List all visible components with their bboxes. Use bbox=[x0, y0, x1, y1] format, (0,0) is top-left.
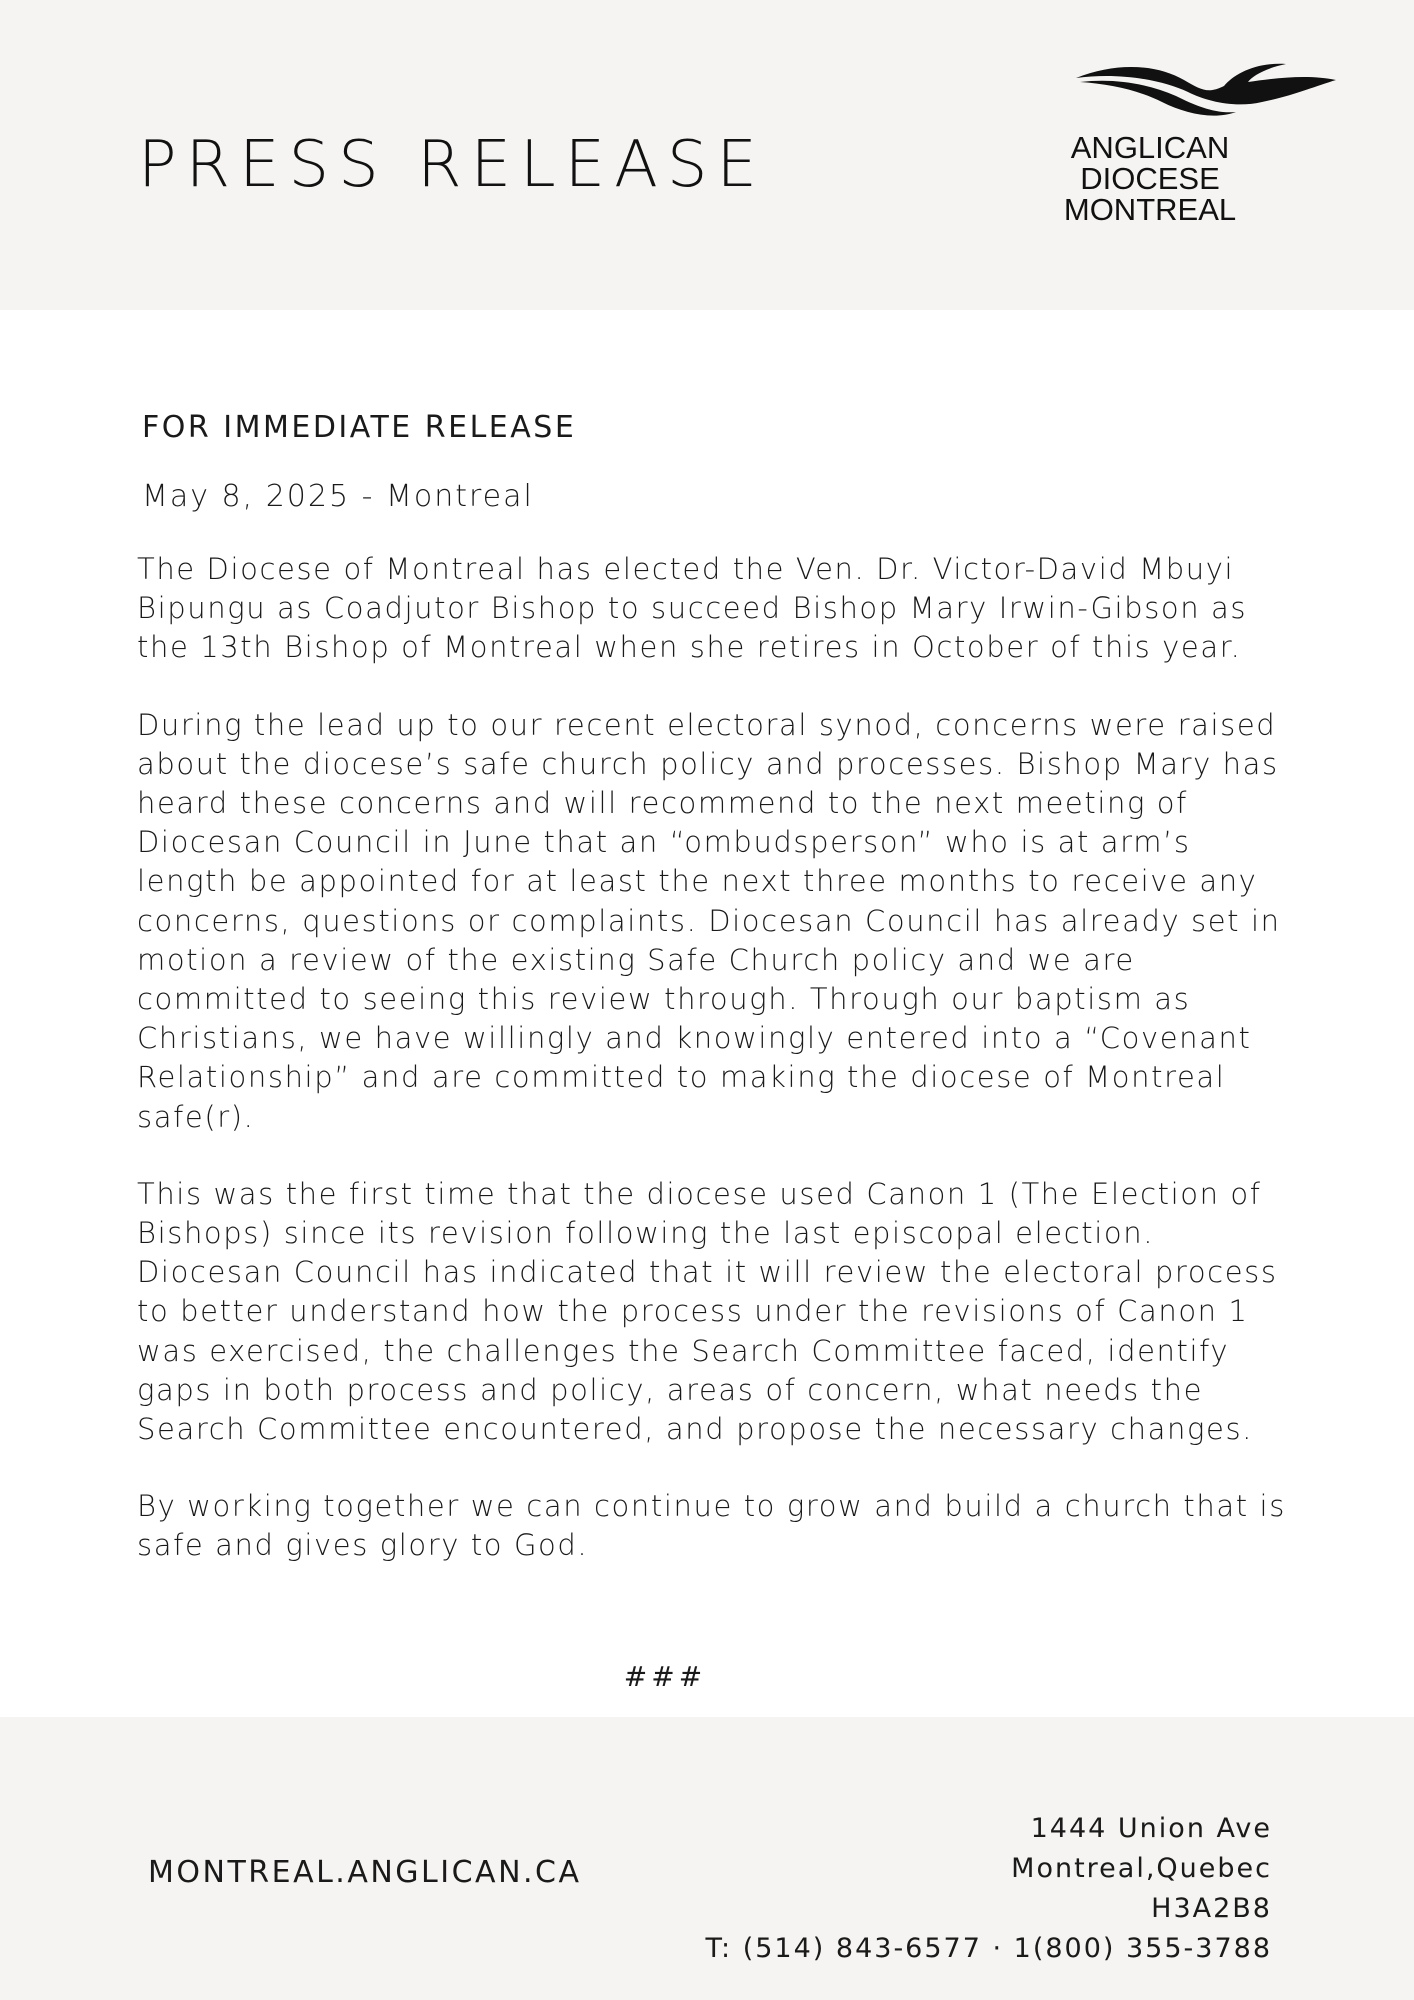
contact-address bbox=[706, 1809, 1272, 1969]
bird-icon bbox=[1076, 56, 1336, 126]
paragraph-closing: By working together we can continue to grow and build a church that is safe and gives glory to God. bbox=[137, 1489, 1286, 1563]
page-title: PRESS RELEASE bbox=[138, 128, 766, 202]
logo-line-anglican: ANGLICAN bbox=[1070, 130, 1230, 165]
paragraph-election: The Diocese of Montreal has elected the Ven. Dr. Victor-David Mbuyi Bipungu as Coadjutor Bishop to succeed Bishop Mary Irwin-Gibson as the 13th Bishop of Montreal when she retires in October of this year. bbox=[137, 552, 1248, 665]
diocese-logo bbox=[1050, 56, 1340, 236]
address-postal: H3A2B8 bbox=[1151, 1893, 1272, 1924]
release-label: FOR IMMEDIATE RELEASE bbox=[142, 410, 577, 445]
contact-phone: T: (514) 843-6577 · 1(800) 355-3788 bbox=[705, 1933, 1272, 1964]
press-release-body bbox=[137, 410, 1286, 1566]
paragraph-canon: This was the first time that the diocese used Canon 1 (The Election of Bishops) since its revision following the last episcopal election. Diocesan Council has indicated that it will review the electoral process to better understand how the process under the revisions of Canon 1 was exercised, the challenges the Search Committee faced, identify gaps in both process and policy, areas of concern, what needs the Search Committee encountered, and propose the necessary changes. bbox=[137, 1176, 1278, 1447]
address-city: Montreal,Quebec bbox=[1011, 1853, 1272, 1884]
logo-line-montreal: MONTREAL bbox=[1063, 192, 1237, 227]
dateline: May 8, 2025 - Montreal bbox=[142, 479, 534, 514]
logo-text bbox=[1050, 132, 1250, 225]
paragraph-safe-church: During the lead up to our recent electoral synod, concerns were raised about the diocese’s safe church policy and processes. Bishop Mary has heard these concerns and will recommend to the next meeting of Diocesan Council in June that an “ombudsperson” who is at arm’s length be appointed for at least the next three months to receive any concerns, questions or complaints. Diocesan Council has already set in motion a review of the existing Safe Church policy and we are committed to seeing this review through. Through our baptism as Christians, we have willingly and knowingly entered into a “Covenant Relationship” and are committed to making the diocese of Montreal safe(r). bbox=[137, 707, 1281, 1134]
end-separator: ### bbox=[623, 1660, 707, 1693]
header-band bbox=[0, 0, 1414, 310]
logo-line-diocese: DIOCESE bbox=[1080, 161, 1220, 196]
address-street: 1444 Union Ave bbox=[1030, 1813, 1272, 1844]
footer-band bbox=[0, 1717, 1414, 2000]
website-link[interactable]: MONTREAL.ANGLICAN.CA bbox=[148, 1855, 582, 1890]
